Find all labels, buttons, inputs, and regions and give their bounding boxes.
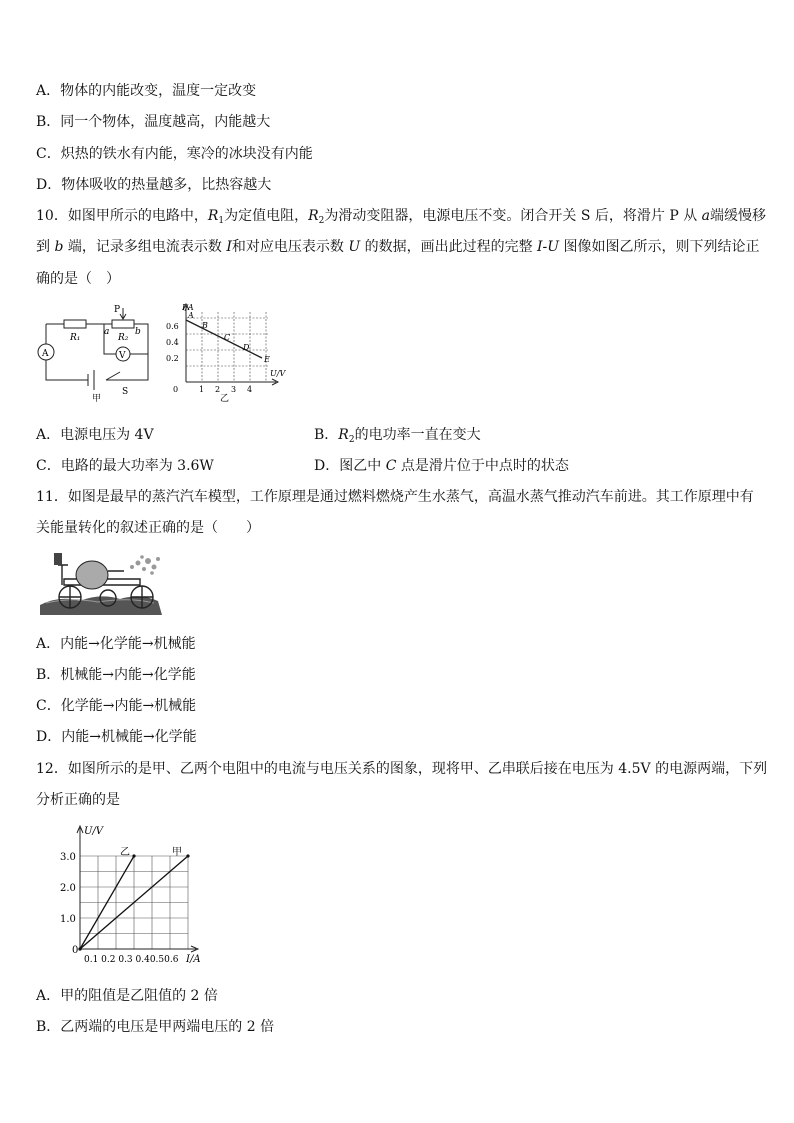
q12-option-b: B．乙两端的电压是甲两端电压的 2 倍 (36, 1019, 275, 1035)
point-b: B (202, 321, 208, 330)
q9-option-a: A．物体的内能改变，温度一定改变 (36, 83, 257, 99)
series-point (186, 854, 189, 857)
series-point (78, 947, 81, 950)
b-label: b (135, 327, 141, 337)
r1-label: R₁ (70, 333, 81, 343)
switch-label: S (122, 387, 129, 397)
point-e: E (264, 355, 270, 364)
voltmeter-label: V (119, 351, 126, 361)
x-tick-4: 4 (247, 385, 253, 394)
series-label-yi: 乙 (120, 847, 130, 858)
a-label: a (104, 327, 110, 337)
q11-stem-line1: 11．如图是最早的蒸汽汽车模型，工作原理是通过燃料燃烧产生水蒸气，高温水蒸气推动汽车前进。其工作原理中有 (36, 489, 754, 505)
point-c: C (224, 333, 231, 342)
point-d: D (243, 343, 250, 352)
y-tick-0: 0 (72, 945, 79, 956)
q11-option-c: C．化学能→内能→机械能 (36, 698, 197, 714)
p-label: P (114, 305, 121, 315)
q11-option-b: B．机械能→内能→化学能 (36, 667, 196, 683)
q12-stem-line2: 分析正确的是 (36, 792, 120, 808)
q12-u-i-chart (48, 822, 218, 968)
q11-stem-line2: 关能量转化的叙述正确的是（ ） (36, 520, 260, 536)
q11-option-a: A．内能→化学能→机械能 (36, 636, 196, 652)
graph-x-label: U/V (270, 369, 286, 378)
y-tick-06: 0.6 (166, 322, 179, 331)
q12-option-a: A．甲的阻值是乙阻值的 2 倍 (36, 988, 218, 1004)
q10-stem-line1: 10．如图甲所示的电路中，$R_1$为定值电阻，$R_2$为滑动变阻器，电源电压不变。闭合开关 S 后，将滑片 P 从 a端缓慢移 (36, 208, 767, 226)
q9-option-b: B．同一个物体，温度越高，内能越大 (36, 114, 271, 130)
point-a: A (188, 311, 194, 320)
q10-stem-line2: 到 b 端，记录多组电流表示数 I和对应电压表示数 U 的数据，画出此过程的完整 I-U 图像如图乙所示，则下列结论正 (36, 239, 760, 255)
x-axis-label: I/A (186, 954, 201, 965)
y-tick-02: 0.2 (166, 354, 179, 363)
caption-jia: 甲 (92, 394, 102, 404)
q10-option-c: C．电路的最大功率为 3.6W (36, 458, 214, 474)
graph-y-label: I/A (182, 303, 194, 312)
y-tick-04: 0.4 (166, 338, 179, 347)
steam-car-image (40, 545, 170, 617)
x-ticks: 0.1 0.2 0.3 0.40.50.6 (84, 955, 179, 965)
series-label-jia: 甲 (172, 847, 182, 858)
q11-option-d: D．内能→机械能→化学能 (36, 729, 197, 745)
q10-stem-line3: 确的是（ ） (36, 271, 120, 287)
q10-option-b: B．$R_2$的电功率一直在变大 (314, 427, 481, 445)
y-axis-label: U/V (84, 826, 104, 837)
x-tick-0: 0 (173, 385, 179, 394)
y-tick-2: 2.0 (60, 883, 76, 894)
q12-stem-line1: 12．如图所示的是甲、乙两个电阻中的电流与电压关系的图象，现将甲、乙串联后接在电压为 4.5V 的电源两端，下列 (36, 761, 768, 777)
x-tick-2: 2 (215, 385, 221, 394)
r2-label: R₂ (118, 333, 129, 343)
q10-figure (36, 302, 306, 404)
q10-option-d: D．图乙中 C 点是滑片位于中点时的状态 (314, 458, 569, 474)
x-tick-1: 1 (199, 385, 205, 394)
y-tick-3: 3.0 (60, 852, 76, 863)
series-point (132, 854, 135, 857)
q9-option-d: D．物体吸收的热量越多，比热容越大 (36, 177, 272, 193)
caption-yi: 乙 (220, 394, 230, 404)
q9-option-c: C．炽热的铁水有内能，寒冷的冰块没有内能 (36, 146, 313, 162)
x-tick-3: 3 (231, 385, 237, 394)
y-tick-1: 1.0 (60, 914, 76, 925)
q10-option-a: A．电源电压为 4V (36, 427, 154, 443)
ammeter-label: A (42, 349, 49, 359)
